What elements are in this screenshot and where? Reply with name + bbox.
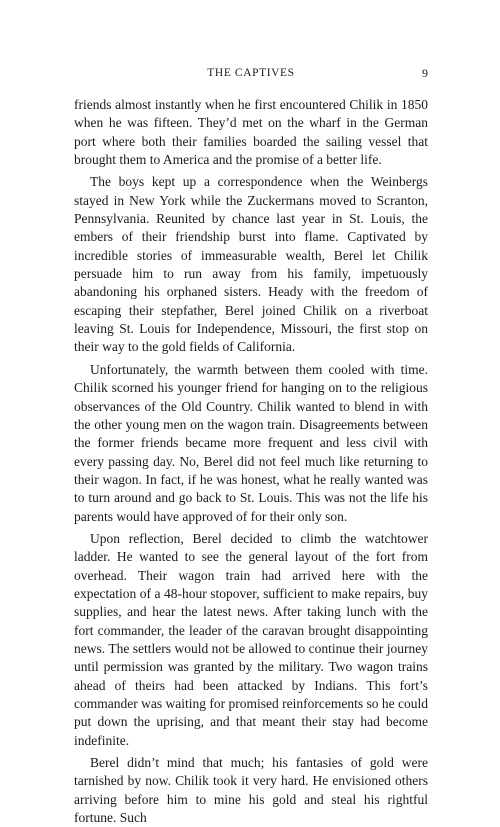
running-title: THE CAPTIVES	[207, 67, 295, 79]
paragraph: Unfortunately, the warmth between them cooled with time. Chilik scorned his younger friend for hanging on to the religious observances of the Old Country. Chilik wanted to blend in with the other young men on the wagon train. Disagreements between the former friends became more frequent and less civil with every passing day. No, Berel did not feel much like returning to their wagon. In fact, if he was honest, what he really wanted was to turn around and go back to St. Louis. This was not the life his parents would have approved of for their only son.	[74, 361, 428, 524]
running-head	[74, 65, 428, 81]
page-number: 9	[422, 66, 428, 80]
paragraph: Upon reflection, Berel decided to climb the watchtower ladder. He wanted to see the general layout of the fort from overhead. Their wagon train had arrived here with the expectation of a 48-hour stopover, sufficient to make repairs, buy supplies, and hear the latest news. After taking lunch with the fort commander, the leader of the caravan brought disappointing news. The settlers would not be allowed to continue their journey until permission was granted by the military. Two wagon trains ahead of theirs had been attacked by Indians. This fort’s commander was waiting for promised reinforcements so he could put down the uprising, and that meant their stay had become indefinite.	[74, 530, 428, 748]
paragraph-continued: friends almost instantly when he first encountered Chilik in 1850 when he was fifteen. They’d met on the wharf in the German port where both their families boarded the sailing vessel that brought them to America and the promise of a better life.	[74, 97, 428, 168]
body-text	[74, 96, 428, 827]
paragraph: Berel didn’t mind that much; his fantasies of gold were tarnished by now. Chilik took it very hard. He envisioned others arriving before him to mine his gold and steal his rightful fortune. Such	[74, 755, 428, 826]
paragraph: The boys kept up a correspondence when the Weinbergs stayed in New York while the Zuckermans moved to Scranton, Pennsylvania. Reunited by chance last year in St. Louis, the embers of their friendship burst into flame. Captivated by incredible stories of immeasurable wealth, Berel let Chilik persuade him to run away from his family, impetuously abandoning his orphaned sisters. Heady with the freedom of escaping their stepfather, Berel joined Chilik on a riverboat leaving St. Louis for Independence, Missouri, the first stop on their way to the gold fields of California.	[74, 174, 428, 355]
